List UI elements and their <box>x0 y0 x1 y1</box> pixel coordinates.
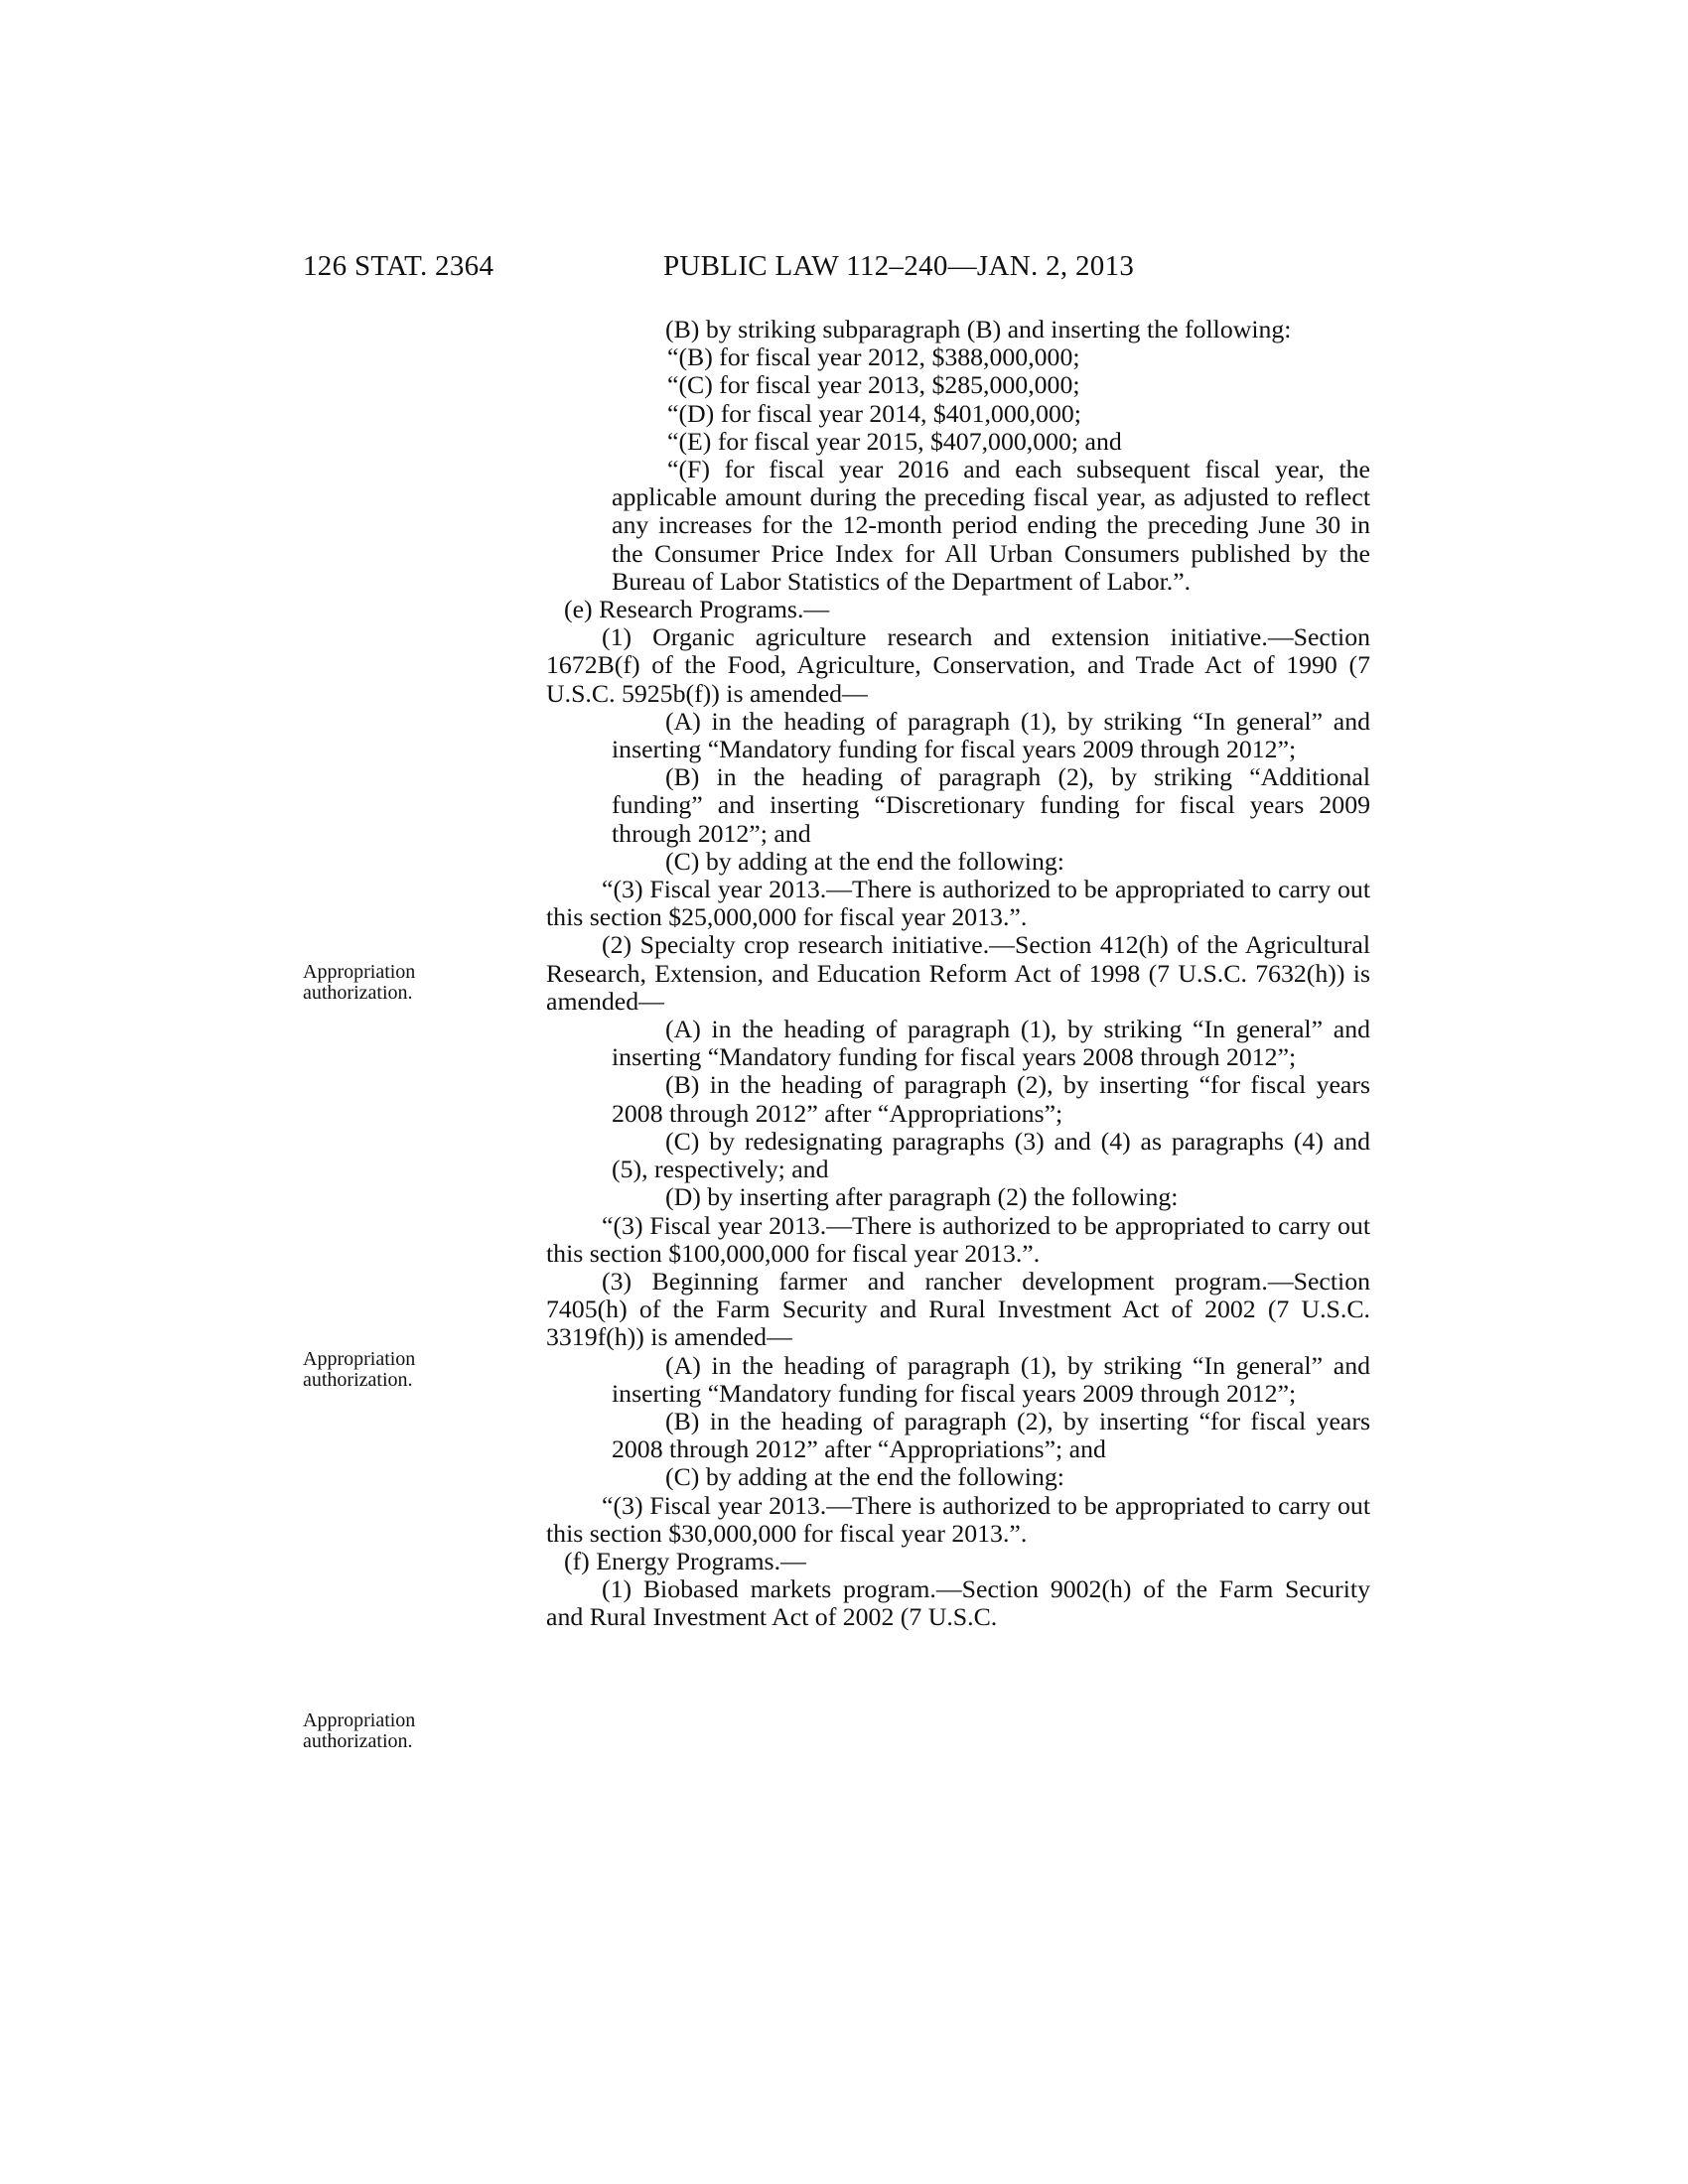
margin-note: Appropriation authorization. <box>303 961 416 1004</box>
paragraph: (B) in the heading of paragraph (2), by inserting “for fiscal years 2008 through 2012” after “Appropriations”; and <box>612 1406 1370 1464</box>
paragraph: “(C) for fiscal year 2013, $285,000,000; <box>667 370 1080 400</box>
paragraph: “(E) for fiscal year 2015, $407,000,000; and <box>667 426 1122 456</box>
page-header <box>0 250 1688 290</box>
paragraph: “(3) Fiscal year 2013.—There is authorized to be appropriated to carry out this section $25,000,000 for fiscal year 2013.”. <box>546 875 1370 932</box>
paragraph: (1) Organic agriculture research and extension initiative.—Section 1672B(f) of the Food, Agriculture, Conservation, and Trade Act of 1990 (7 U.S.C. 5925b(f)) is amended— <box>546 622 1370 708</box>
paragraph: (C) by adding at the end the following: <box>665 1462 1064 1492</box>
paragraph: (1) Biobased markets program.—Section 9002(h) of the Farm Security and Rural Investment Act of 2002 (7 U.S.C. <box>546 1574 1370 1632</box>
paragraph: “(3) Fiscal year 2013.—There is authorized to be appropriated to carry out this section $30,000,000 for fiscal year 2013.”. <box>546 1490 1370 1548</box>
paragraph: (A) in the heading of paragraph (1), by striking “In general” and inserting “Mandatory funding for fiscal years 2009 through 2012”; <box>612 1350 1370 1408</box>
paragraph: (D) by inserting after paragraph (2) the following: <box>665 1182 1179 1212</box>
paragraph: “(B) for fiscal year 2012, $388,000,000; <box>667 342 1080 372</box>
paragraph: (B) in the heading of paragraph (2), by striking “Additional funding” and inserting “Discretionary funding for fiscal years 2009 through 2012”; and <box>612 762 1370 848</box>
paragraph: “(F) for fiscal year 2016 and each subsequent fiscal year, the applicable amount during the preceding fiscal year, as adjusted to reflect any increases for the 12-month period ending the preceding June 30 in the Consumer Price Index for All Urban Consumers published by the Bureau of Labor Statistics of the Department of Labor.”. <box>612 455 1370 596</box>
section-heading: (f) Energy Programs.— <box>564 1546 806 1575</box>
margin-note: Appropriation authorization. <box>303 1709 416 1752</box>
statute-text <box>546 316 1370 1632</box>
paragraph: (C) by redesignating paragraphs (3) and (4) as paragraphs (4) and (5), respectively; and <box>612 1126 1370 1184</box>
paragraph: (B) in the heading of paragraph (2), by inserting “for fiscal years 2008 through 2012” after “Appropriations”; <box>612 1070 1370 1128</box>
margin-note: Appropriation authorization. <box>303 1348 416 1391</box>
section-heading: (e) Research Programs.— <box>564 595 830 624</box>
paragraph: (A) in the heading of paragraph (1), by striking “In general” and inserting “Mandatory funding for fiscal years 2008 through 2012”; <box>612 1015 1370 1072</box>
paragraph: “(D) for fiscal year 2014, $401,000,000; <box>667 398 1081 428</box>
stat-page-number: 126 STAT. 2364 <box>303 250 494 282</box>
paragraph: (B) by striking subparagraph (B) and inserting the following: <box>665 315 1292 343</box>
paragraph: (C) by adding at the end the following: <box>665 846 1064 876</box>
paragraph: (3) Beginning farmer and rancher development program.—Section 7405(h) of the Farm Security and Rural Investment Act of 2002 (7 U.S.C. 3319f(h)) is amended— <box>546 1266 1370 1352</box>
paragraph: “(3) Fiscal year 2013.—There is authorized to be appropriated to carry out this section $100,000,000 for fiscal year 2013.”. <box>546 1210 1370 1268</box>
paragraph: (A) in the heading of paragraph (1), by striking “In general” and inserting “Mandatory funding for fiscal years 2009 through 2012”; <box>612 706 1370 764</box>
public-law-title: PUBLIC LAW 112–240—JAN. 2, 2013 <box>663 250 1135 282</box>
paragraph: (2) Specialty crop research initiative.—Section 412(h) of the Agricultural Research, Extension, and Education Reform Act of 1998 (7 U.S.C. 7632(h)) is amended— <box>546 930 1370 1016</box>
